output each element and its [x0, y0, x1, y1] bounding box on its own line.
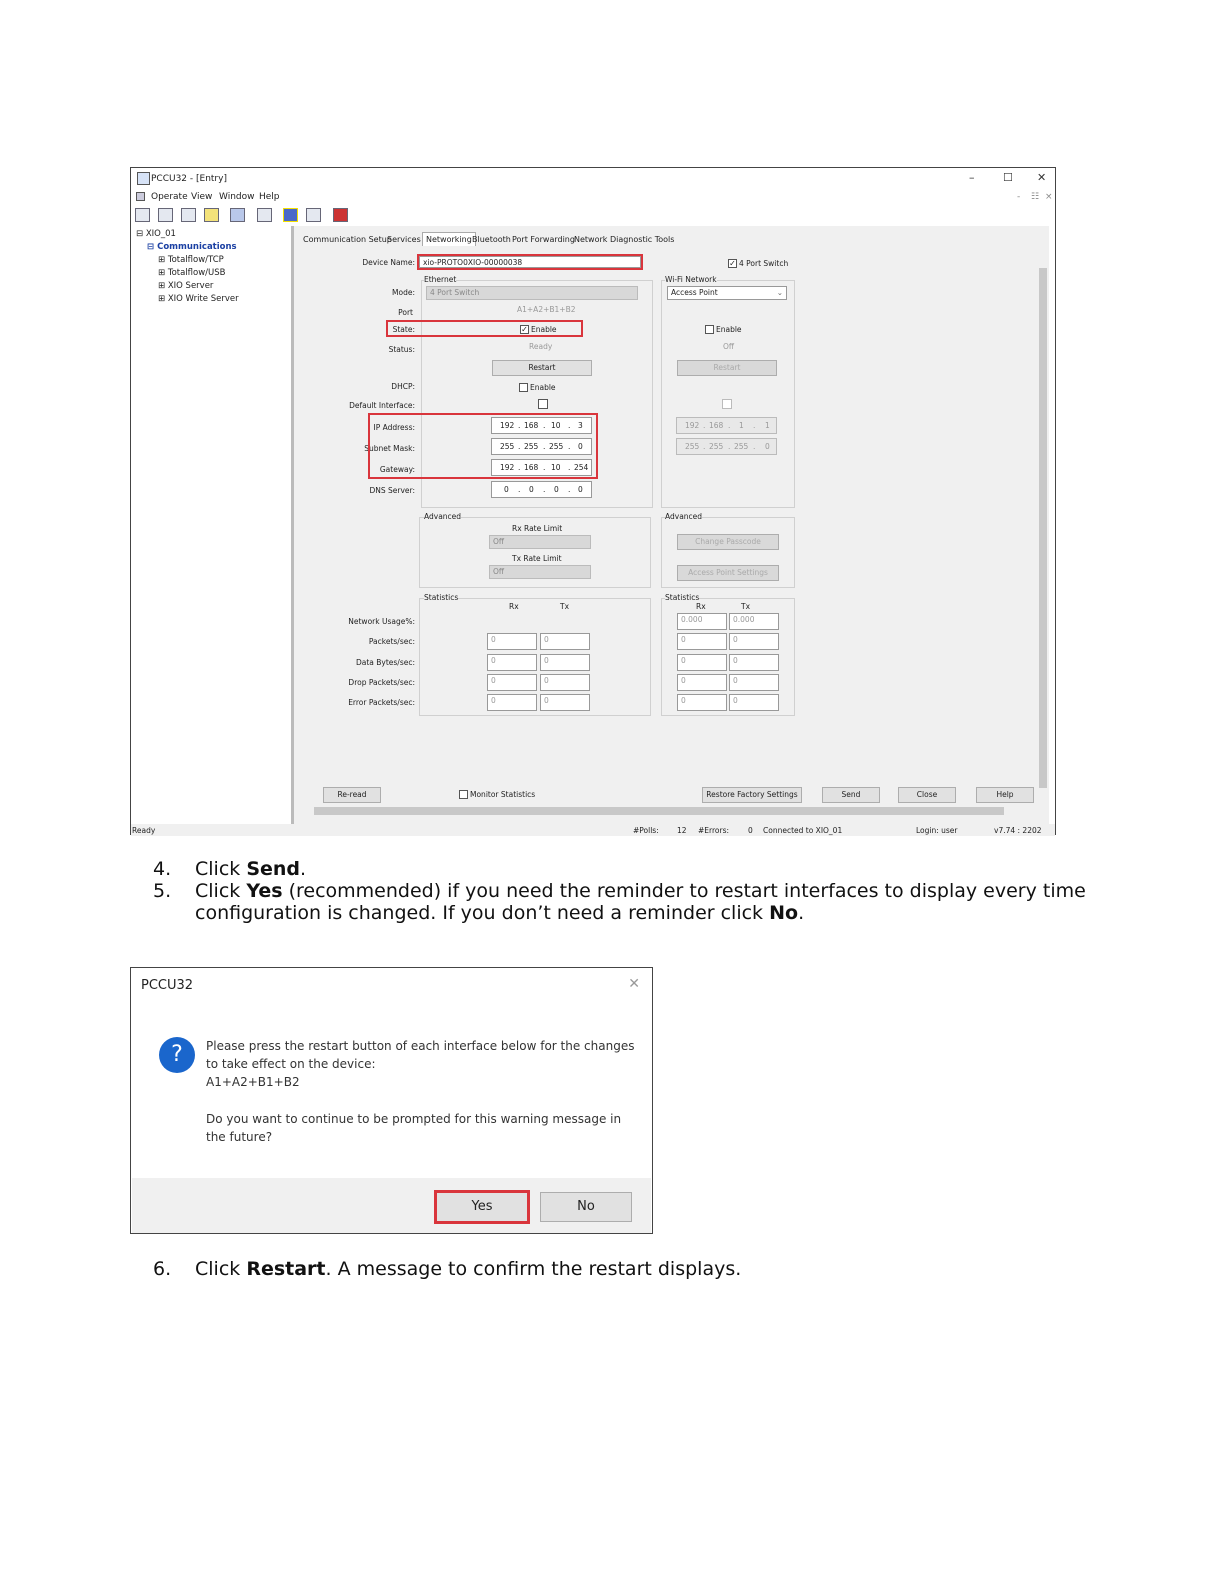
tx-rate-limit-label: Tx Rate Limit [512, 554, 562, 563]
wifi-ip-octet-1: 192 [685, 421, 700, 430]
four-port-switch-label: 4 Port Switch [739, 259, 789, 268]
wifi-subnet-octet-2: 255 [709, 442, 724, 451]
ip-address-input[interactable]: 192 . 168 . 10 . 3 [491, 417, 592, 434]
tree-item-tcp[interactable]: ⊞ Totalflow/TCP [158, 255, 224, 265]
wifi-enable-checkbox[interactable] [705, 325, 714, 334]
wifi-packets-rx: 0 [677, 633, 727, 650]
tab-bluetooth[interactable]: Bluetooth [472, 235, 511, 244]
dialog-title: PCCU32 [141, 978, 194, 993]
dhcp-checkbox[interactable] [519, 383, 528, 392]
monitor-icon[interactable] [230, 208, 245, 222]
ip-octet-4: 3 [578, 421, 583, 430]
wifi-tx-header: Tx [741, 602, 751, 611]
step-5-text-line2: configuration is changed. If you don’t need a reminder click No. [195, 902, 805, 924]
wifi-statistics-label: Statistics [665, 593, 700, 602]
close-button[interactable]: Close [898, 787, 956, 803]
change-passcode-button[interactable]: Change Passcode [677, 534, 779, 550]
subnet-octet-2: 255 [524, 442, 539, 451]
dialog-close-icon[interactable]: ✕ [628, 976, 640, 992]
gateway-input[interactable]: 192 . 168 . 10 . 254 [491, 459, 592, 476]
entry-icon[interactable] [135, 208, 150, 222]
gateway-octet-1: 192 [500, 463, 515, 472]
horizontal-scroll-thumb[interactable] [314, 807, 1004, 815]
gateway-label: Gateway: [379, 465, 415, 474]
stat-row-packets: Packets/sec: [368, 637, 415, 646]
step-4-number: 4. [153, 858, 172, 880]
wifi-subnet-octet-4: 0 [765, 442, 770, 451]
wifi-default-interface-checkbox[interactable] [722, 399, 732, 409]
restore-factory-settings-button[interactable]: Restore Factory Settings [702, 787, 802, 803]
window-title: PCCU32 - [Entry] [151, 174, 227, 184]
wifi-subnet-octet-1: 255 [685, 442, 700, 451]
help-button[interactable]: Help [976, 787, 1034, 803]
rx-rate-limit-label: Rx Rate Limit [512, 524, 563, 533]
eth-bytes-rx: 0 [487, 654, 537, 671]
tree-root[interactable]: ⊟ XIO_01 [136, 229, 176, 239]
wifi-usage-tx: 0.000 [729, 613, 779, 630]
ethernet-enable-label: Enable [531, 325, 557, 334]
wifi-ip-octet-4: 1 [765, 421, 770, 430]
ip-octet-1: 192 [500, 421, 515, 430]
mdi-minimize-icon[interactable]: - [1017, 192, 1021, 202]
tree-item-xio-write-server[interactable]: ⊞ XIO Write Server [158, 294, 239, 304]
default-interface-label: Default Interface: [349, 401, 415, 410]
dialog-message-line1: Please press the restart button of each interface below for the changes [206, 1039, 635, 1053]
wifi-subnet-input[interactable]: 255 . 255 . 255 . 0 [676, 438, 777, 455]
wifi-error-tx: 0 [729, 694, 779, 711]
subnet-octet-4: 0 [578, 442, 583, 451]
wifi-enable-label: Enable [716, 325, 742, 334]
horizontal-scrollbar[interactable] [294, 804, 1049, 818]
connection-status: Connected to XIO_01 [763, 826, 843, 835]
dns-server-label: DNS Server: [369, 486, 415, 495]
dhcp-label: DHCP: [391, 382, 415, 391]
dns-octet-4: 0 [578, 485, 583, 494]
status-label: Status: [388, 345, 415, 354]
menu-bar [131, 190, 1055, 204]
eth-packets-tx: 0 [540, 633, 590, 650]
eth-packets-rx: 0 [487, 633, 537, 650]
tab-services[interactable]: Services [387, 235, 421, 244]
wifi-mode-value: Access Point [671, 288, 718, 297]
eth-bytes-tx: 0 [540, 654, 590, 671]
report-icon[interactable] [181, 208, 196, 222]
wifi-advanced-label: Advanced [665, 512, 703, 521]
ethernet-state-checkbox[interactable]: ✓ [521, 325, 528, 334]
stat-row-drop-packets: Drop Packets/sec: [348, 678, 415, 687]
menu-window[interactable]: Window [219, 192, 255, 202]
menu-view[interactable]: View [191, 192, 213, 202]
step-5-bold-no: No [769, 902, 799, 924]
tree-item-usb[interactable]: ⊞ Totalflow/USB [158, 268, 226, 278]
app-icon [137, 172, 150, 185]
calendar-icon[interactable] [158, 208, 173, 222]
question-icon: ? [159, 1037, 195, 1073]
gateway-octet-4: 254 [574, 463, 589, 472]
close-icon[interactable]: ✕ [1037, 171, 1047, 184]
dns-octet-1: 0 [504, 485, 509, 494]
no-button[interactable]: No [540, 1192, 632, 1222]
wifi-status-value: Off [723, 342, 735, 351]
default-interface-checkbox[interactable] [538, 399, 548, 409]
device-name-label: Device Name: [362, 258, 415, 267]
errors-value: 0 [748, 826, 753, 835]
wifi-error-rx: 0 [677, 694, 727, 711]
version-label: v7.74 : 2202 [994, 826, 1042, 835]
eth-drop-tx: 0 [540, 674, 590, 691]
state-highlight [386, 320, 583, 337]
device-name-highlight [417, 254, 643, 270]
mdi-close-icon[interactable]: × [1045, 192, 1053, 202]
wifi-bytes-rx: 0 [677, 654, 727, 671]
document-icon [136, 192, 145, 201]
ip-settings-highlight [368, 413, 598, 479]
dialog-message-ports: A1+A2+B1+B2 [206, 1075, 300, 1089]
dialog-message-line2: to take effect on the device: [206, 1057, 376, 1071]
chevron-down-icon: ⌄ [776, 288, 783, 297]
tab-networking[interactable]: Networking [422, 232, 476, 246]
wifi-ip-octet-3: 1 [739, 421, 744, 430]
errors-label: #Errors: [698, 826, 729, 835]
navigation-tree [131, 226, 291, 824]
ethernet-tx-header: Tx [560, 602, 570, 611]
ethernet-port-value: A1+A2+B1+B2 [517, 305, 576, 314]
dns-octet-3: 0 [554, 485, 559, 494]
subnet-mask-label: Subnet Mask: [364, 444, 415, 453]
gateway-octet-3: 10 [551, 463, 561, 472]
steps-4-5 [153, 858, 1086, 928]
step-6-text: Click Restart. A message to confirm the restart displays. [195, 1258, 742, 1280]
device-name-input[interactable]: xio-PROTO0XIO-00000038 [419, 256, 641, 268]
stat-row-network-usage: Network Usage%: [348, 617, 415, 626]
wifi-ip-address-input[interactable]: 192 . 168 . 1 . 1 [676, 417, 777, 434]
ethernet-status-value: Ready [529, 342, 553, 351]
step-5-bold: Yes [246, 880, 283, 902]
step-4-bold: Send [246, 858, 301, 880]
gateway-octet-2: 168 [524, 463, 539, 472]
subnet-octet-3: 255 [549, 442, 564, 451]
restart-prompt-dialog [130, 967, 653, 1234]
tree-communications[interactable]: ⊟ Communications [147, 242, 237, 252]
menu-operate[interactable]: Operate [151, 192, 188, 202]
ethernet-advanced-label: Advanced [424, 512, 462, 521]
tree-item-xio-server[interactable]: ⊞ XIO Server [158, 281, 214, 291]
wifi-packets-tx: 0 [729, 633, 779, 650]
book-icon[interactable] [333, 208, 348, 222]
subnet-mask-input[interactable]: 255 . 255 . 255 . 0 [491, 438, 592, 455]
ethernet-statistics-label: Statistics [424, 593, 459, 602]
dns-octet-2: 0 [529, 485, 534, 494]
ip-octet-3: 10 [551, 421, 561, 430]
eth-error-tx: 0 [540, 694, 590, 711]
port-label: Port [398, 308, 413, 317]
step-6-number: 6. [153, 1258, 172, 1280]
maximize-icon[interactable]: ☐ [1003, 171, 1013, 184]
tab-port-forwarding[interactable]: Port Forwarding [512, 235, 575, 244]
stat-row-error-packets: Error Packets/sec: [348, 698, 415, 707]
wifi-usage-rx: 0.000 [677, 613, 727, 630]
ip-octet-2: 168 [524, 421, 539, 430]
mdi-restore-icon[interactable]: ☷ [1031, 192, 1040, 202]
eth-drop-rx: 0 [487, 674, 537, 691]
polls-value: 12 [677, 826, 687, 835]
yes-button[interactable]: Yes [436, 1192, 528, 1222]
subnet-octet-1: 255 [500, 442, 515, 451]
wifi-bytes-tx: 0 [729, 654, 779, 671]
wifi-drop-tx: 0 [729, 674, 779, 691]
wifi-drop-rx: 0 [677, 674, 727, 691]
dns-server-input[interactable]: 0 . 0 . 0 . 0 [491, 481, 592, 498]
pccu32-window [130, 167, 1056, 835]
wifi-rx-header: Rx [696, 602, 706, 611]
toolbar [131, 204, 1055, 226]
monitor-statistics-checkbox[interactable] [459, 790, 468, 799]
vertical-scroll-thumb[interactable] [1039, 268, 1047, 788]
dhcp-enable-label: Enable [530, 383, 556, 392]
vertical-scrollbar[interactable] [1037, 248, 1049, 804]
wifi-restart-button[interactable]: Restart [677, 360, 777, 376]
title-bar [131, 168, 1055, 190]
network-icon[interactable] [257, 208, 272, 222]
wifi-group-label: Wi-Fi Network [665, 275, 717, 284]
state-label: State: [392, 325, 415, 334]
reread-button[interactable]: Re-read [323, 787, 381, 803]
rx-rate-limit-select[interactable]: Off [489, 535, 591, 549]
wifi-ip-octet-2: 168 [709, 421, 724, 430]
wifi-group [661, 280, 795, 508]
polls-label: #Polls: [633, 826, 659, 835]
step-4-text: Click Send. [195, 858, 307, 880]
access-point-settings-button[interactable]: Access Point Settings [677, 565, 779, 581]
ip-address-label: IP Address: [373, 423, 415, 432]
yes-button-highlight [434, 1190, 530, 1224]
dialog-question-line1: Do you want to continue to be prompted for this warning message in [206, 1112, 622, 1126]
ethernet-rx-header: Rx [509, 602, 519, 611]
status-ready: Ready [132, 826, 156, 835]
wifi-mode-select[interactable] [667, 286, 787, 300]
eth-error-rx: 0 [487, 694, 537, 711]
step-5-text: Click Yes (recommended) if you need the reminder to restart interfaces to display every time [195, 880, 1086, 902]
mode-label: Mode: [392, 288, 415, 297]
tx-rate-limit-select[interactable]: Off [489, 565, 591, 579]
wifi-subnet-octet-3: 255 [734, 442, 749, 451]
login-status: Login: user [916, 826, 958, 835]
tab-communication-setup[interactable]: Communication Setup [303, 235, 392, 244]
status-bar [131, 824, 1055, 836]
dialog-question-line2: the future? [206, 1130, 273, 1144]
ethernet-restart-button[interactable]: Restart [492, 360, 592, 376]
setup-icon[interactable] [306, 208, 321, 222]
id-icon[interactable] [283, 208, 298, 222]
monitor-statistics-label: Monitor Statistics [470, 790, 536, 799]
tab-network-diagnostic-tools[interactable]: Network Diagnostic Tools [574, 235, 675, 244]
step-5-number: 5. [153, 880, 172, 902]
four-port-switch-checkbox[interactable]: ✓ [729, 259, 736, 268]
refresh-icon[interactable] [204, 208, 219, 222]
step-6 [153, 1258, 1053, 1284]
menu-help[interactable]: Help [259, 192, 280, 202]
step-6-bold: Restart [246, 1258, 326, 1280]
ethernet-mode-select[interactable]: 4 Port Switch [426, 286, 638, 300]
stat-row-data-bytes: Data Bytes/sec: [355, 658, 415, 667]
minimize-icon[interactable]: – [969, 171, 975, 184]
ethernet-group-label: Ethernet [424, 275, 457, 284]
send-button[interactable]: Send [822, 787, 880, 803]
